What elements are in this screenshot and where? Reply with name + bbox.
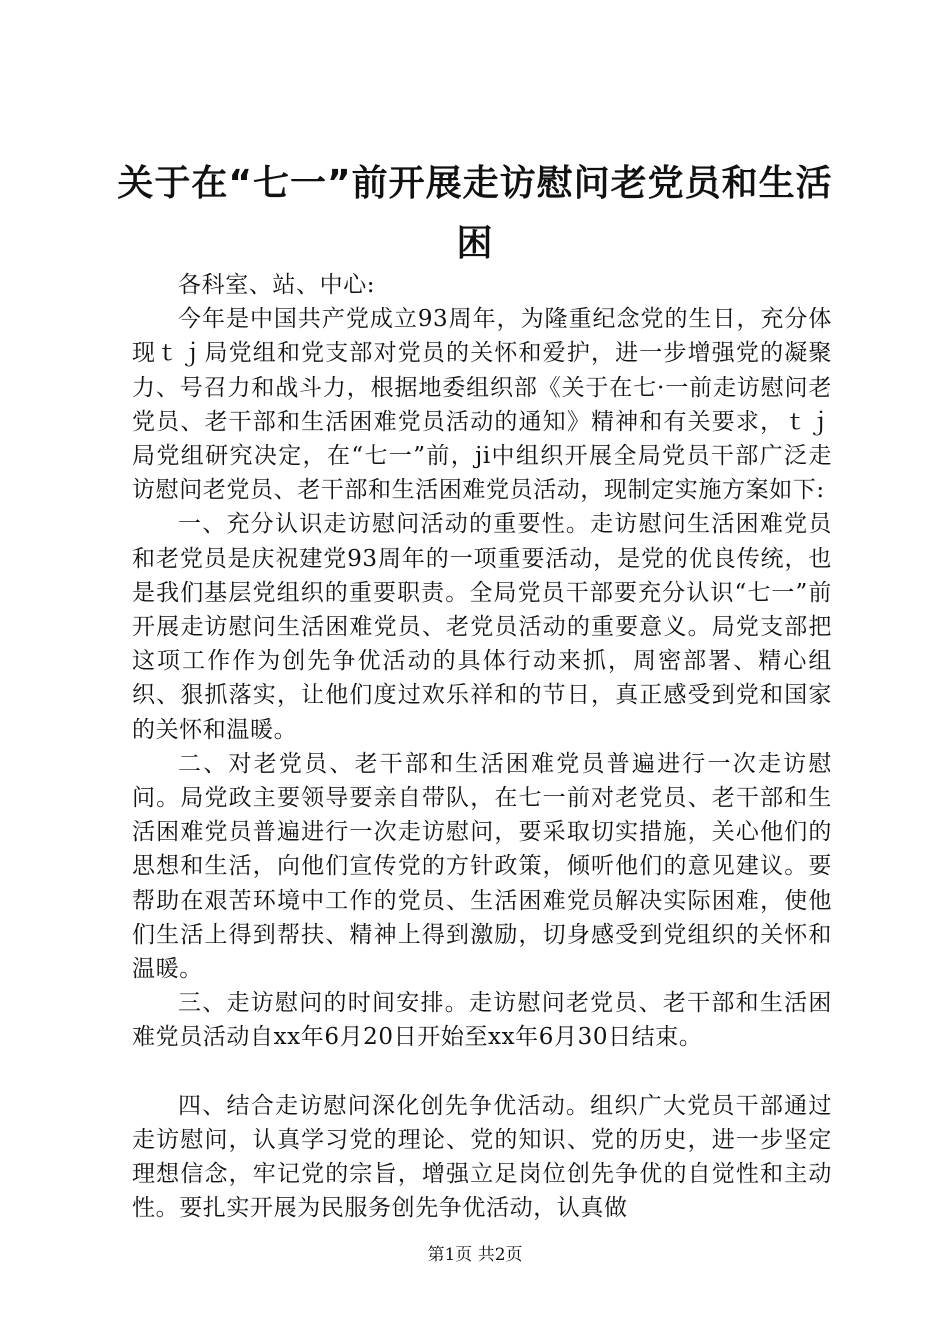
paragraph-section-2: 二、对老党员、老干部和生活困难党员普遍进行一次走访慰问。局党政主要领导要亲自带队，在七一前对老党员、老干部和生活困难党员普遍进行一次走访慰问，要采取切实措施，关心他们的思想和生活，向他们宣传党的方针政策，倾听他们的意见建议。要帮助在艰苦环境中工作的党员、生活困难党员解决实际困难，使他们生活上得到帮扶、精神上得到激励，切身感受到党组织的关怀和温暖。	[132, 750, 832, 983]
paragraph-section-1: 一、充分认识走访慰问活动的重要性。走访慰问生活困难党员和老党员是庆祝建党93周年的一项重要活动，是党的优良传统，也是我们基层党组织的重要职责。全局党员干部要充分认识“七一”前开展走访慰问生活困难党员、老党员活动的重要意义。局党支部把这项工作作为创先争优活动的具体行动来抓，周密部署、精心组织、狠抓落实，让他们度过欢乐祥和的节日，真正感受到党和国家的关怀和温暖。	[132, 511, 832, 743]
page-footer: 第1页 共2页	[427, 1245, 523, 1265]
paragraph-intro: 今年是中国共产党成立93周年，为隆重纪念党的生日，充分体现ｔｊ局党组和党支部对党员的关怀和爱护，进一步增强党的凝聚力、号召力和战斗力，根据地委组织部《关于在七·一前走访慰问老党员、老干部和生活困难党员活动的通知》精神和有关要求，ｔｊ局党组研究决定，在“七一”前，ji中组织开展全局党员干部广泛走访慰问老党员、老干部和生活困难党员活动，现制定实施方案如下:	[132, 306, 832, 504]
salutation: 各科室、站、中心:	[178, 272, 376, 298]
paragraph-section-3: 三、走访慰问的时间安排。走访慰问老党员、老干部和生活困难党员活动自xx年6月20日开始至xx年6月30日结束。	[132, 990, 832, 1051]
document-title: 关于在“七一”前开展走访慰问老党员和生活困	[117, 163, 833, 264]
paragraph-section-4: 四、结合走访慰问深化创先争优活动。组织广大党员干部通过走访慰问，认真学习党的理论、党的知识、党的历史，进一步坚定理想信念，牢记党的宗旨，增强立足岗位创先争优的自觉性和主动性。要扎实开展为民服务创先争优活动，认真做	[132, 1092, 832, 1222]
document-body	[132, 268, 832, 1225]
